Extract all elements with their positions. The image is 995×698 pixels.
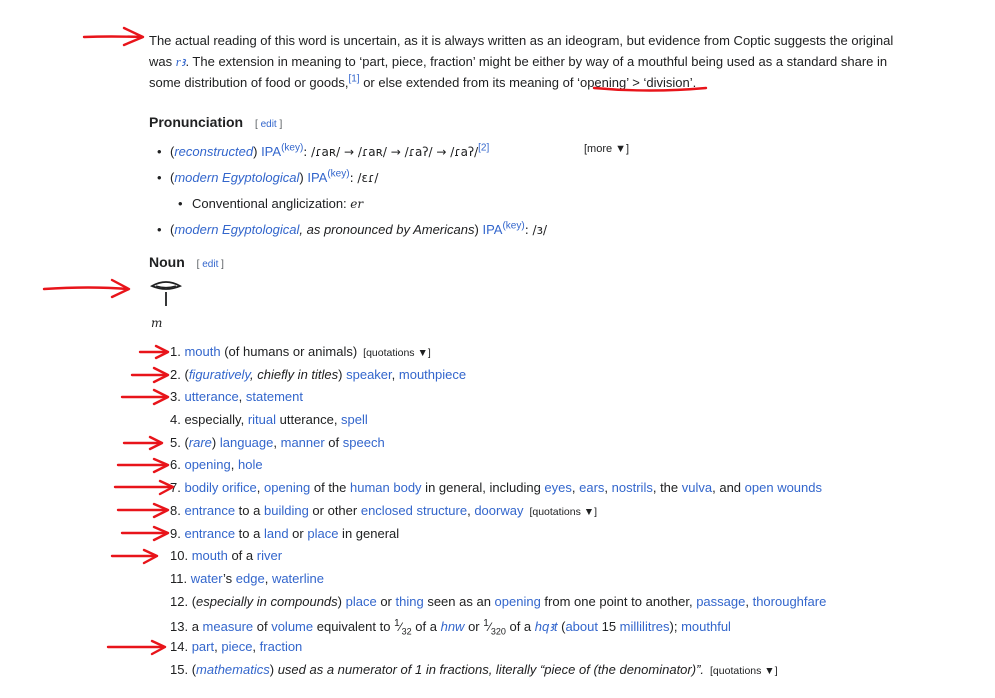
sense-link[interactable]: eyes [544,480,572,496]
sense-3: 3. utterance, statement [170,389,303,405]
sense-link[interactable]: mouth [184,344,221,359]
sense-link[interactable]: passage [696,593,746,609]
pronunciation-item-american: • (modern Egyptological, as pronounced by Americans) $IPA^{(key)}$: /ɜ/ [150,217,850,243]
annotation-arrow-icon [122,390,168,404]
sense-link[interactable]: place [307,525,339,541]
sense-link[interactable]: hole [237,457,263,473]
fraction-1-32: $^1⁄_{32}$ [394,618,412,637]
reference-1-link[interactable]: [1] [348,73,360,85]
sense-link[interactable]: rare [188,434,212,450]
quotations-toggle[interactable]: [quotations ▼] [710,664,778,677]
anglicization-value: er [350,197,364,211]
senses-list [170,341,930,681]
opening-word: opening [579,75,627,90]
sense-link[interactable]: building [263,502,309,518]
sense-link[interactable]: land [263,525,289,541]
sense-link[interactable]: thoroughfare [752,593,827,609]
pronunciation-title: Pronunciation [149,114,244,130]
sense-link[interactable]: mouth [191,548,228,564]
noun-title: Noun [149,254,185,270]
sense-link[interactable]: measure [202,619,254,635]
sense-13: 13. a measure of volume equivalent to $^1⁄_{32}$ of a hnw or $^1⁄_{320}$ of a hqꜣt (about 15 millilitres); mouthful [170,618,731,637]
pronunciation-heading [149,114,282,130]
sense-link[interactable]: spell [341,412,368,428]
reference-2-link[interactable]: [2] [478,142,490,154]
pronunciation-edit: [ edit ] [255,119,283,130]
sense-link[interactable]: manner [280,434,325,450]
more-pronunciation-toggle[interactable]: [more ▼] [584,143,630,155]
annotation-arrow-icon [118,504,168,517]
annotation-arrow-icon [140,346,168,358]
sense-link[interactable]: place [345,593,377,609]
etymology-text: ’ > ‘ [626,75,647,90]
sense-link[interactable]: mouthpiece [398,366,467,382]
sense-link[interactable]: statement [245,389,303,405]
sense-link[interactable]: opening [184,457,231,473]
modern-egyptological-link[interactable]: modern Egyptological [174,170,300,185]
etymology-text: ’. [689,75,697,90]
sense-11: 11. water’s edge, waterline [170,570,324,586]
ipa-key-link[interactable]: (key) [281,142,304,154]
sense-14: 14. part, piece, fraction [170,638,303,654]
ipa-key-link[interactable]: (key) [327,168,350,180]
etymology-text: The actual reading of this word is uncertain, as it is always written as an ideogram, but evidence from Coptic suggests the original was [149,33,894,69]
sense-link[interactable]: human body [350,480,422,496]
sense-link[interactable]: river [256,548,283,564]
anglicization-label: Conventional anglicization: [192,196,347,211]
sense-link[interactable]: hnw [440,619,465,635]
sense-link[interactable]: bodily orifice [184,480,257,496]
annotation-arrow-icon [84,28,143,45]
sense-link[interactable]: mathematics [196,661,270,677]
division-word: division [646,75,690,90]
modern-egyptological-link[interactable]: modern Egyptological [174,222,300,237]
mouth-hieroglyph-icon [150,280,182,308]
pronunciation-item-modern: • (modern Egyptological) $IPA^{(key)}$: /ɛɾ/ [150,165,850,191]
sense-link[interactable]: waterline [271,570,324,586]
sense-link[interactable]: enclosed structure [360,502,468,518]
sense-12: 12. (especially in compounds) place or thing seen as an opening from one point to another, passage, thoroughfare [170,593,827,609]
pronunciation-edit-link[interactable]: edit [260,119,277,130]
ipa-link[interactable]: IPA [482,222,503,237]
sense-6: 6. opening, hole [170,457,263,473]
sense-link[interactable]: entrance [184,502,236,518]
sense-8: 8. entrance to a building or other enclosed structure, doorway [quotations ▼] [170,502,598,518]
pronunciation-item-reconstructed: • (reconstructed) $IPA^{(key)}$: /ɾaʀ/ → /ɾaʀ/ → /ɾaʔ/ → /ɾaʔ/[2] [150,139,850,165]
american-qualifier: , as pronounced by Americans [299,222,475,237]
sense-2: 2. (figuratively, chiefly in titles) speaker, mouthpiece [170,366,467,382]
quotations-toggle[interactable]: [quotations ▼] [363,347,431,359]
sense-link[interactable]: piece [221,638,253,654]
sense-15: 15. (mathematics) used as a numerator of 1 in fractions, literally “piece of (the denominator)”. [quotations ▼] [170,661,778,677]
sense-link[interactable]: mouthful [681,619,731,635]
annotation-arrow-icon [124,437,162,449]
annotation-arrow-icon [115,481,173,494]
annotation-arrow-icon [118,459,168,472]
sense-link[interactable]: part [191,638,215,654]
sense-link[interactable]: ears [579,480,605,496]
sense-link[interactable]: speaker [346,366,392,382]
sense-link[interactable]: language [219,434,274,450]
sense-link[interactable]: speech [342,434,385,450]
sense-link[interactable]: volume [271,619,314,635]
pronunciation-list [150,139,850,243]
annotation-arrow-icon [108,641,165,654]
etymology-text: . The extension in meaning to ‘part, piece, fraction’ might be either by way of a mouthful being used as a standard share in some distribution of food or goods, [149,54,888,90]
fraction-1-320: $^1⁄_{320}$ [483,618,506,637]
ipa-value: : /ɾaʀ/ → /ɾaʀ/ → /ɾaʔ/ → /ɾaʔ/ [303,145,479,159]
sense-10: 10. mouth of a river [170,548,283,564]
sense-link[interactable]: ritual [247,412,276,428]
ipa-value: : /ɜ/ [524,223,548,237]
gender-label: m [151,316,163,330]
noun-edit-link[interactable]: edit [202,259,219,270]
sense-link[interactable]: utterance [184,389,239,405]
ipa-link[interactable]: IPA [261,144,282,159]
sense-1: 1. mouth (of humans or animals) [quotations ▼] [170,344,431,359]
annotation-arrow-icon [44,280,129,297]
annotation-arrow-icon [122,527,168,540]
sense-link[interactable]: doorway [474,502,524,518]
sense-4: 4. especially, ritual utterance, spell [170,412,368,428]
sense-link[interactable]: opening [263,480,311,496]
etymology-text: or else extended from its meaning of ‘ [359,75,580,90]
sense-link[interactable]: figuratively [188,366,250,382]
annotation-arrow-icon [132,368,168,382]
sense-link[interactable]: edge [235,570,265,586]
sense-link[interactable]: entrance [184,525,236,541]
sense-link[interactable]: open wounds [744,480,822,496]
transliteration-link[interactable]: rꜣ [175,54,186,69]
pronunciation-anglicization [150,191,850,217]
sense-link[interactable]: hqꜣt [534,619,558,635]
sense-link[interactable]: thing [395,593,424,609]
sense-link[interactable]: millilitres [619,619,670,635]
ipa-value: : /ɛɾ/ [349,171,379,185]
sense-link[interactable]: vulva [681,480,713,496]
sense-link[interactable]: opening [494,593,541,609]
sense-5: 5. (rare) language, manner of speech [170,434,385,450]
sense-7: 7. bodily orifice, opening of the human body in general, including eyes, ears, nostrils, the vulva, and open wounds [170,480,822,496]
sense-link[interactable]: fraction [259,638,303,654]
sense-link[interactable]: nostrils [611,480,653,496]
noun-heading [149,254,224,270]
sense-9: 9. entrance to a land or place in general [170,525,400,541]
annotation-arrow-icon [112,550,157,563]
reconstructed-link[interactable]: reconstructed [174,144,254,159]
ipa-link[interactable]: IPA [307,170,328,185]
etymology-paragraph [149,30,919,93]
sense-link[interactable]: water [190,570,224,586]
sense-link[interactable]: about [565,619,598,635]
quotations-toggle[interactable]: [quotations ▼] [529,505,598,518]
ipa-key-link[interactable]: (key) [502,220,525,232]
noun-edit: [ edit ] [196,259,224,270]
